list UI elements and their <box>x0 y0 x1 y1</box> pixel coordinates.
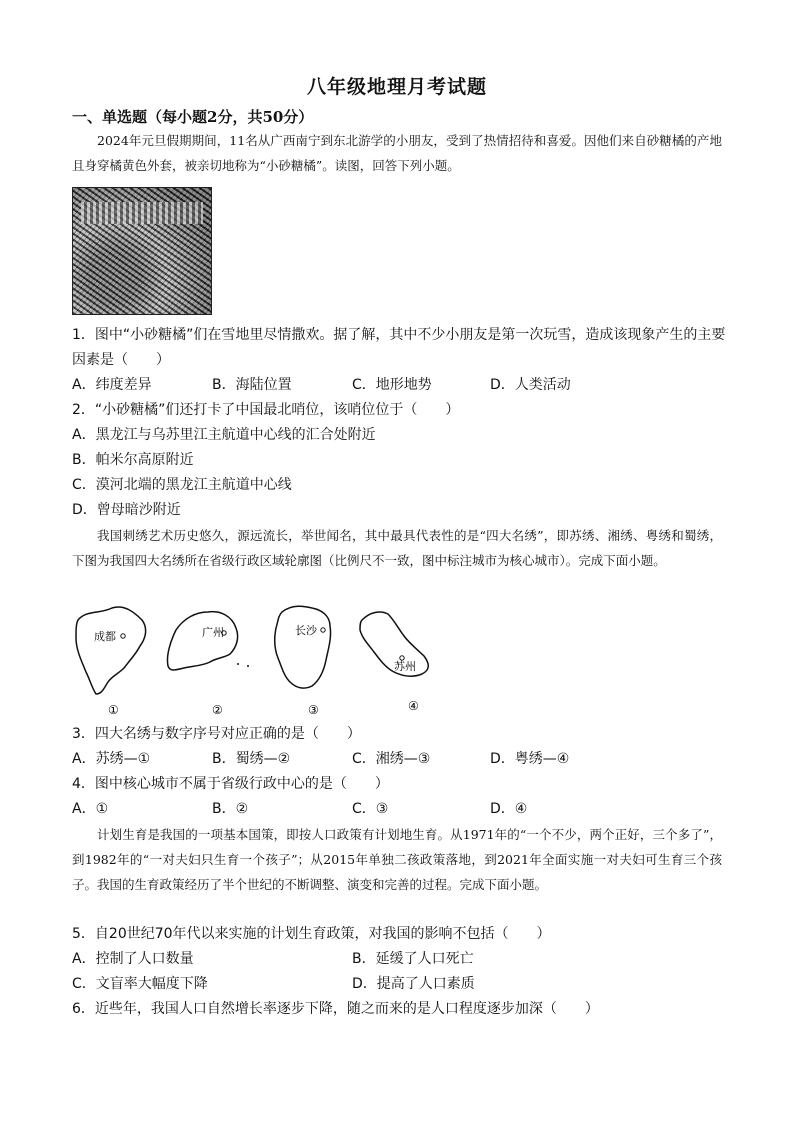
q4-option-c[interactable]: C．③ <box>352 801 389 817</box>
question-1-options <box>72 373 727 398</box>
question-5: 5．自20世纪70年代以来实施的计划生育政策，对我国的影响不包括（ ） <box>72 926 551 942</box>
map-3 <box>275 606 331 717</box>
map-3-city: 长沙 <box>295 624 317 637</box>
q4-option-d[interactable]: D．④ <box>490 801 528 817</box>
section-heading: 一、单选题（每小题2分，共50分） <box>72 108 314 126</box>
question-5-options-row-1 <box>72 947 727 972</box>
question-1: 1．图中“小砂糖橘”们在雪地里尽情撒欢。据了解，其中不少小朋友是第一次玩雪，造成该现象产生的主要因素是（ ） <box>72 327 726 368</box>
q1-option-a[interactable]: A．纬度差异 <box>72 377 152 393</box>
map-3-number: ③ <box>308 703 319 717</box>
question-4-options <box>72 797 727 822</box>
map-1-city: 成都 <box>94 630 116 643</box>
map-1 <box>76 607 146 717</box>
snow-play-photo <box>72 187 212 315</box>
q2-option-a[interactable]: A．黑龙江与乌苏里江主航道中心线的汇合处附近 <box>72 427 376 443</box>
q4-option-a[interactable]: A．① <box>72 801 109 817</box>
question-5-options-row-2 <box>72 972 727 997</box>
question-3: 3．四大名绣与数字序号对应正确的是（ ） <box>72 726 361 742</box>
q5-option-c[interactable]: C．文盲率大幅度下降 <box>72 976 208 992</box>
province-outline-svg <box>72 598 442 718</box>
q3-option-d[interactable]: D．粤绣—④ <box>490 751 570 767</box>
q5-option-d[interactable]: D．提高了人口素质 <box>352 976 475 992</box>
q1-option-b[interactable]: B．海陆位置 <box>212 377 292 393</box>
map-4-city: 苏州 <box>394 660 416 673</box>
passage-1: 2024年元旦假期期间，11名从广西南宁到东北游学的小朋友，受到了热情招待和喜爱。因他们来自砂糖橘的产地且身穿橘黄色外套，被亲切地称为“小砂糖橘”。读图，回答下列小题。 <box>72 133 722 173</box>
q4-option-b[interactable]: B．② <box>212 801 249 817</box>
map-2 <box>167 612 249 717</box>
province-outline-maps <box>72 598 442 718</box>
passage-3: 计划生育是我国的一项基本国策，即按人口政策有计划地生育。从1971年的“一个不少，两个正好，三个多了”，到1982年的“一对夫妇只生育一个孩子”；从2015年单独二孩政策落地，到2021年全面实施一对夫妇可生育三个孩子。我国的生育政策经历了半个世纪的不断调整、演变和完善的过程。完成下面小题。 <box>72 827 722 892</box>
q2-option-d[interactable]: D．曾母暗沙附近 <box>72 502 181 518</box>
page-title: 八年级地理月考试题 <box>306 76 487 98</box>
map-1-number: ① <box>108 703 119 717</box>
q5-option-a[interactable]: A．控制了人口数量 <box>72 951 194 967</box>
passage-2: 我国刺绣艺术历史悠久，源远流长，举世闻名，其中最具代表性的是“四大名绣”，即苏绣、湘绣、粤绣和蜀绣，下图为我国四大名绣所在省级行政区域轮廓图（比例尺不一致，图中标注城市为核心城市）。完成下面小题。 <box>72 528 722 568</box>
map-4-number: ④ <box>408 699 419 713</box>
q2-option-c[interactable]: C．漠河北端的黑龙江主航道中心线 <box>72 477 292 493</box>
q3-option-a[interactable]: A．苏绣—① <box>72 751 151 767</box>
q1-option-d[interactable]: D．人类活动 <box>490 377 571 393</box>
q3-option-b[interactable]: B．蜀绣—② <box>212 751 291 767</box>
map-4 <box>360 612 428 713</box>
question-2: 2．“小砂糖橘”们还打卡了中国最北哨位，该哨位位于（ ） <box>72 402 460 418</box>
q2-option-b[interactable]: B．帕米尔高原附近 <box>72 452 194 468</box>
question-4: 4．图中核心城市不属于省级行政中心的是（ ） <box>72 776 389 792</box>
question-6: 6．近些年，我国人口自然增长率逐步下降，随之而来的是人口程度逐步加深（ ） <box>72 1001 599 1017</box>
map-2-city: 广州 <box>202 626 224 639</box>
q3-option-c[interactable]: C．湘绣—③ <box>352 751 431 767</box>
map-2-number: ② <box>212 703 223 717</box>
q5-option-b[interactable]: B．延缓了人口死亡 <box>352 951 474 967</box>
question-3-options <box>72 747 727 772</box>
q1-option-c[interactable]: C．地形地势 <box>352 377 432 393</box>
